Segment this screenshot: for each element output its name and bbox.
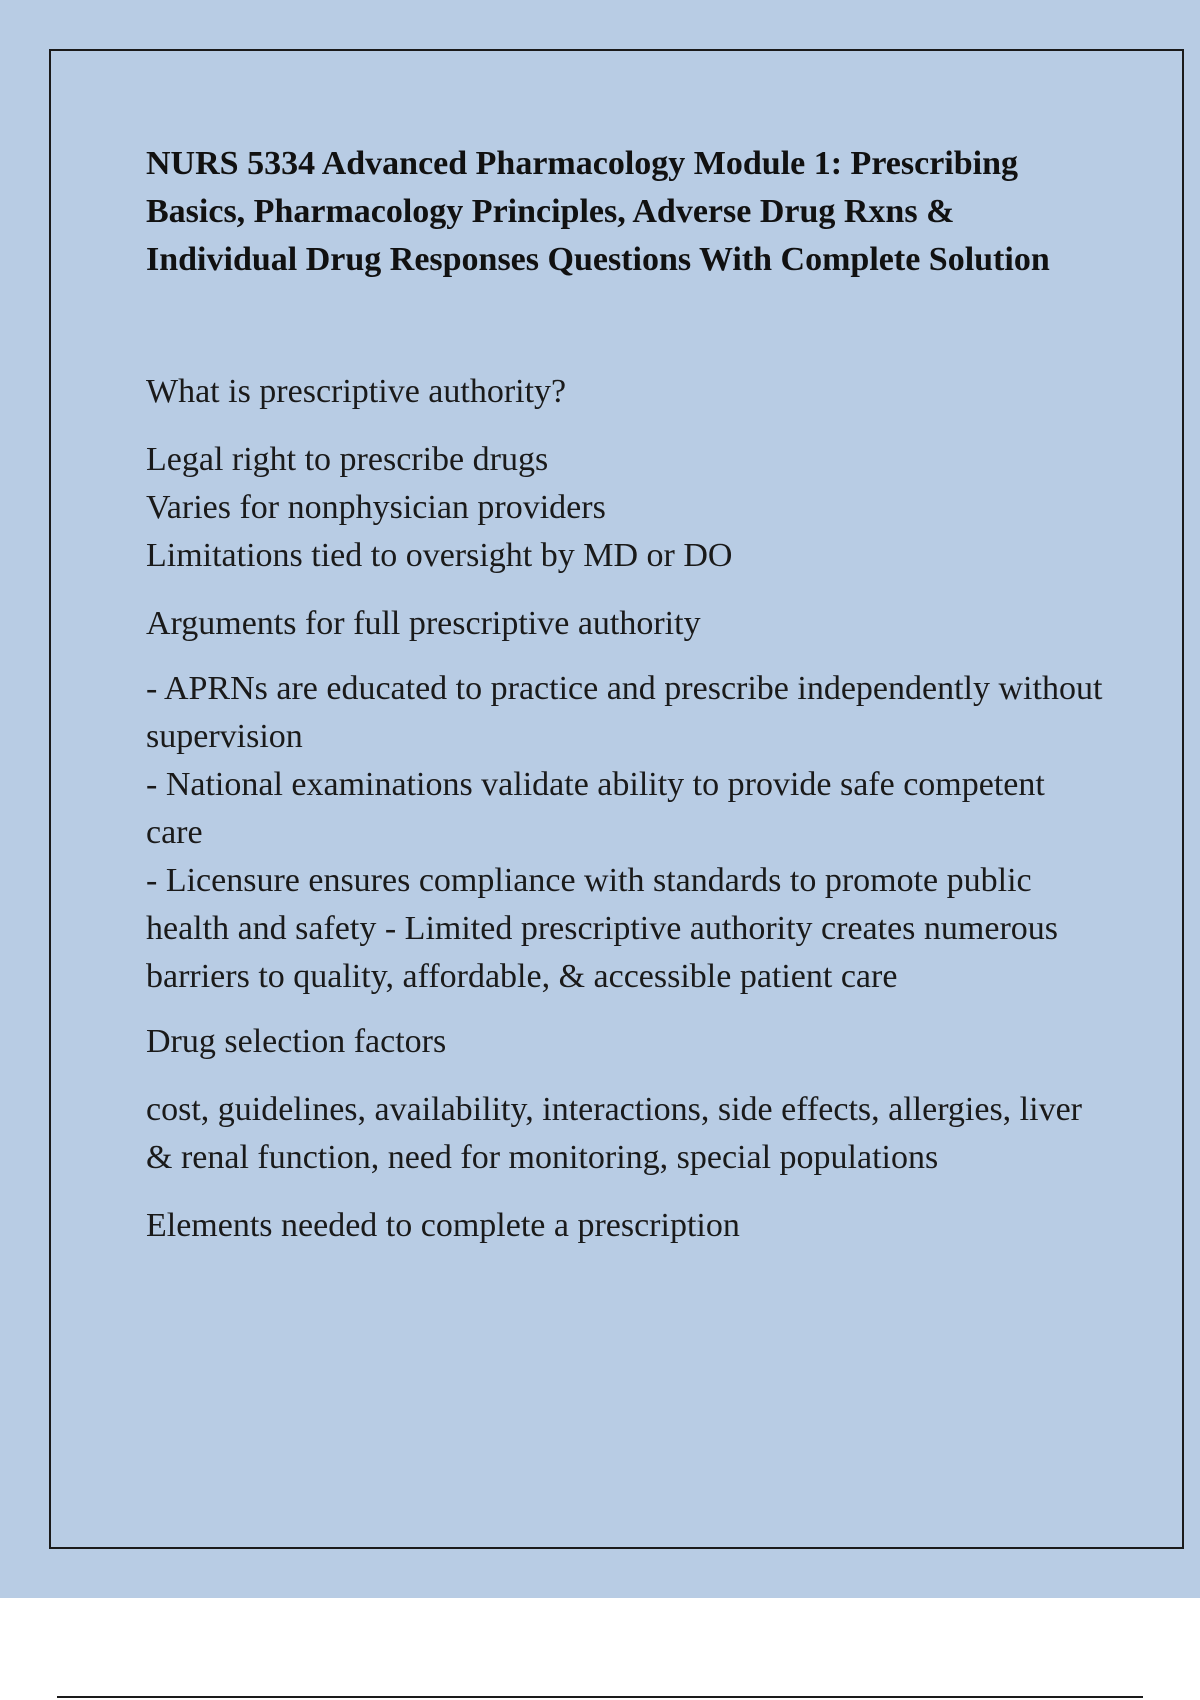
answer-3-line-1: cost, guidelines, availability, interactions, side effects, allergies, liver & renal function, need for monitoring, special populations	[146, 1091, 1082, 1176]
question-2: Arguments for full prescriptive authority	[146, 605, 701, 642]
answer-2-line-2: - National examinations validate ability to provide safe competent care	[146, 766, 1045, 851]
answer-2	[146, 665, 1106, 1001]
answer-2-line-1: - APRNs are educated to practice and prescribe independently without supervision	[146, 670, 1103, 755]
answer-2-line-3: - Licensure ensures compliance with standards to promote public health and safety - Limited prescriptive authority creates numerous barriers to quality, affordable, & accessible patient care	[146, 862, 1059, 995]
question-1: What is prescriptive authority?	[146, 373, 567, 410]
footer-rule	[57, 1696, 1143, 1698]
document-content	[146, 140, 1106, 1250]
question-4: Elements needed to complete a prescription	[146, 1207, 740, 1244]
document-title: NURS 5334 Advanced Pharmacology Module 1: Prescribing Basics, Pharmacology Principles, Adverse Drug Rxns & Individual Drug Responses Questions With Complete Solution	[146, 145, 1050, 278]
answer-1-line-1: Legal right to prescribe drugs	[146, 441, 549, 478]
answer-1	[146, 436, 1106, 580]
question-3: Drug selection factors	[146, 1023, 447, 1060]
answer-1-line-2: Varies for nonphysician providers	[146, 489, 606, 526]
answer-1-line-3: Limitations tied to oversight by MD or DO	[146, 537, 733, 574]
answer-3	[146, 1086, 1106, 1182]
